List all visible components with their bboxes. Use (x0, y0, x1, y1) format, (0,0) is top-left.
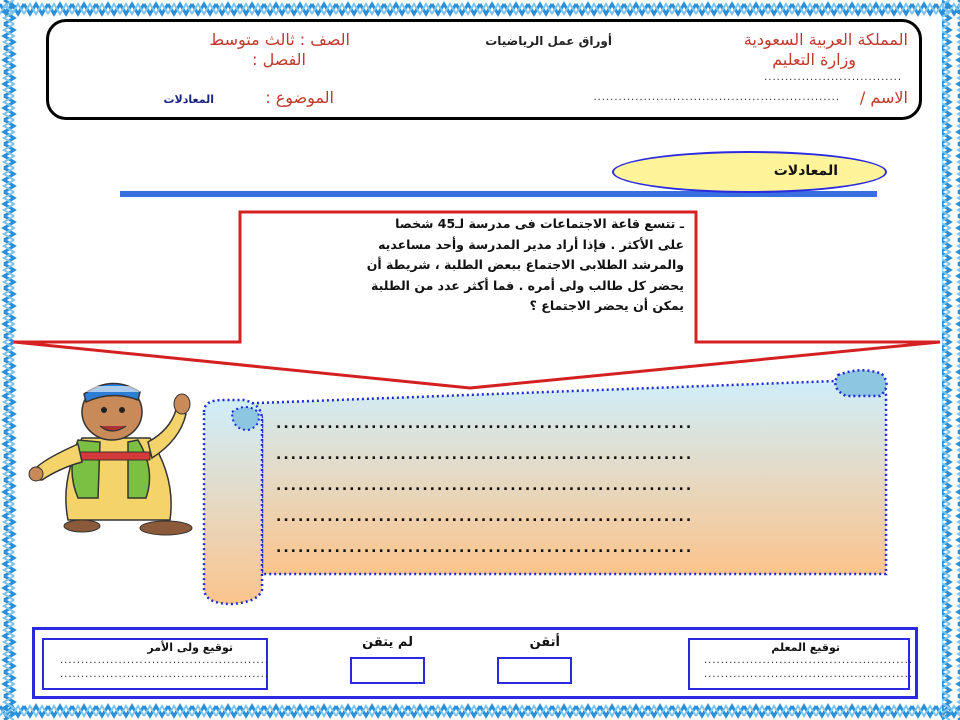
ministry-name: وزارة التعليم (772, 50, 856, 69)
parent-signature-line[interactable]: .................................................. (60, 655, 269, 666)
worksheet-title: أوراق عمل الرياضيات (485, 34, 612, 48)
name-dots-top: ................................. (764, 72, 902, 83)
name-label: الاسم / (859, 88, 908, 107)
lesson-title: المعادلات (773, 163, 838, 179)
problem-line: يحضر كل طالب ولى أمره . فما أكثر عدد من الطلبة (371, 277, 684, 293)
answer-line-4[interactable]: ......................................................... (276, 509, 694, 525)
problem-line: على الأكثر . فإذا أراد مدير المدرسة وأحد مساعديه (378, 236, 684, 252)
not-mastered-checkbox[interactable] (350, 657, 425, 684)
teacher-signature-line[interactable]: .................................................. (704, 669, 913, 680)
mastered-label: أتقن (529, 635, 560, 650)
mastered-checkbox[interactable] (497, 657, 572, 684)
country-name: المملكة العربية السعودية (743, 30, 908, 49)
teacher-signature-line[interactable]: .................................................. (704, 655, 913, 666)
answer-line-3[interactable]: ......................................................... (276, 478, 694, 494)
name-field[interactable]: ........................................................... (593, 92, 840, 103)
teacher-signature-label: توقيع المعلم (771, 641, 840, 654)
class-label: الفصل : (252, 50, 306, 69)
answer-line-2[interactable]: ......................................................... (276, 447, 694, 463)
answer-line-1[interactable]: ......................................................... (276, 416, 694, 432)
parent-signature-line[interactable]: .................................................. (60, 669, 269, 680)
problem-line: ـ تتسع قاعة الاجتماعات فى مدرسة لـ45 شخصا (395, 216, 684, 231)
answer-line-5[interactable]: ......................................................... (276, 540, 694, 556)
grade-label: الصف : ثالث متوسط (209, 30, 350, 49)
not-mastered-label: لم يتقن (362, 635, 413, 650)
subject-label: الموضوع : (265, 88, 334, 107)
problem-line: والمرشد الطلابى الاجتماع ببعض الطلبة ، شريطة أن (366, 257, 684, 272)
subject-value: المعادلات (163, 93, 214, 106)
student-character-illustration (20, 370, 205, 548)
parent-signature-label: توقيع ولى الأمر (147, 641, 233, 654)
problem-line: يمكن أن يحضر الاجتماع ؟ (529, 298, 684, 313)
